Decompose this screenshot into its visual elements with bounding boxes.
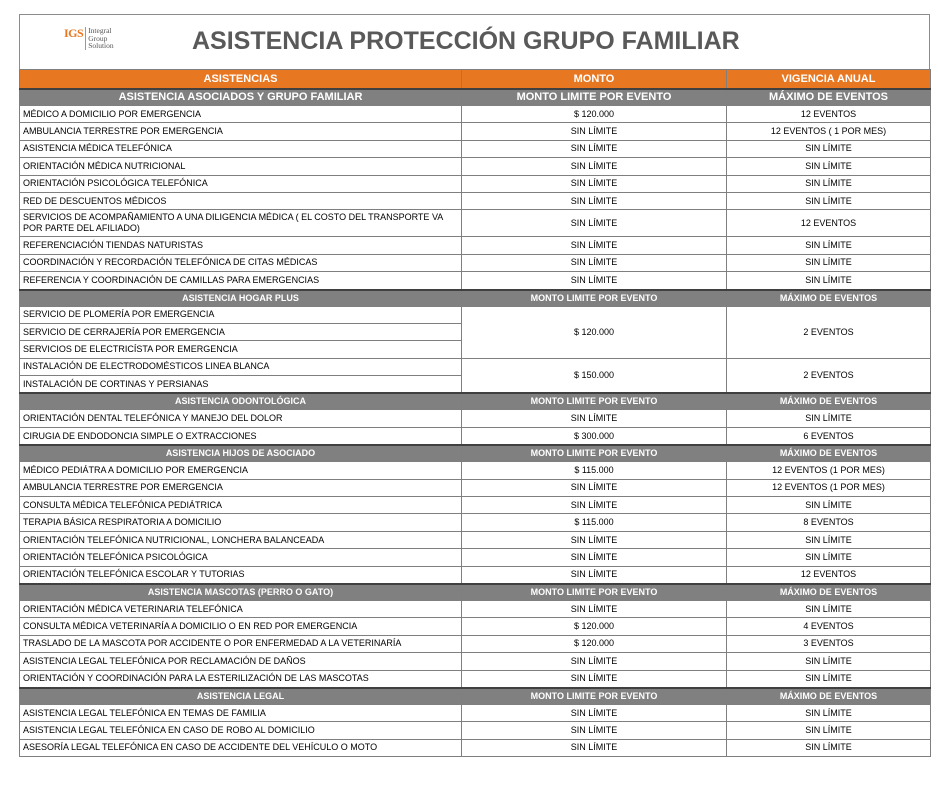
table-row xyxy=(20,566,931,584)
section-col-monto: MONTO LIMITE POR EVENTO xyxy=(462,688,727,705)
table-row xyxy=(20,106,931,123)
service-max-events: SIN LÍMITE xyxy=(727,410,931,427)
service-max-events: 4 EVENTOS xyxy=(727,618,931,635)
section-header-row xyxy=(20,89,931,106)
table-row xyxy=(20,479,931,496)
service-name: AMBULANCIA TERRESTRE POR EMERGENCIA xyxy=(20,123,462,140)
service-name: ORIENTACIÓN Y COORDINACIÓN PARA LA ESTERILIZACIÓN DE LAS MASCOTAS xyxy=(20,670,462,688)
service-name: ASISTENCIA LEGAL TELEFÓNICA POR RECLAMACIÓN DE DAÑOS xyxy=(20,653,462,670)
service-amount: $ 120.000 xyxy=(462,618,727,635)
section-header-row xyxy=(20,584,931,601)
service-amount: SIN LÍMITE xyxy=(462,479,727,496)
service-name: ASISTENCIA LEGAL TELEFÓNICA EN TEMAS DE FAMILIA xyxy=(20,704,462,721)
table-header-row xyxy=(20,70,931,90)
section-col-max: MÁXIMO DE EVENTOS xyxy=(727,89,931,106)
service-name: SERVICIOS DE ELECTRICÍSTA POR EMERGENCIA xyxy=(20,341,462,358)
service-max-events: SIN LÍMITE xyxy=(727,600,931,617)
section-col-max: MÁXIMO DE EVENTOS xyxy=(727,393,931,410)
service-max-events: SIN LÍMITE xyxy=(727,704,931,721)
service-name: RED DE DESCUENTOS MÉDICOS xyxy=(20,192,462,209)
section-title: ASISTENCIA LEGAL xyxy=(20,688,462,705)
table-row xyxy=(20,531,931,548)
table-row xyxy=(20,210,931,237)
header-monto: MONTO xyxy=(462,70,727,90)
service-name: ORIENTACIÓN TELEFÓNICA PSICOLÓGICA xyxy=(20,549,462,566)
service-name: ORIENTACIÓN MÉDICA VETERINARIA TELEFÓNICA xyxy=(20,600,462,617)
service-name: INSTALACIÓN DE CORTINAS Y PERSIANAS xyxy=(20,376,462,394)
service-max-events: 12 EVENTOS xyxy=(727,566,931,584)
table-row xyxy=(20,497,931,514)
table-row xyxy=(20,140,931,157)
service-amount: $ 120.000 xyxy=(462,106,727,123)
service-amount: SIN LÍMITE xyxy=(462,653,727,670)
table-row xyxy=(20,704,931,721)
service-max-events: SIN LÍMITE xyxy=(727,549,931,566)
service-name: CIRUGIA DE ENDODONCIA SIMPLE O EXTRACCIONES xyxy=(20,427,462,445)
table-row xyxy=(20,427,931,445)
service-max-events: 6 EVENTOS xyxy=(727,427,931,445)
table-row xyxy=(20,653,931,670)
service-amount: SIN LÍMITE xyxy=(462,549,727,566)
table-row xyxy=(20,175,931,192)
service-max-events: SIN LÍMITE xyxy=(727,272,931,290)
table-row xyxy=(20,739,931,756)
service-max-events: SIN LÍMITE xyxy=(727,722,931,739)
service-name: MÉDICO A DOMICILIO POR EMERGENCIA xyxy=(20,106,462,123)
benefits-table-body xyxy=(20,70,931,757)
service-name: SERVICIO DE CERRAJERÍA POR EMERGENCIA xyxy=(20,323,462,340)
service-max-events: SIN LÍMITE xyxy=(727,254,931,271)
section-col-max: MÁXIMO DE EVENTOS xyxy=(727,688,931,705)
section-title: ASISTENCIA ODONTOLÓGICA xyxy=(20,393,462,410)
service-max-events: 12 EVENTOS xyxy=(727,210,931,237)
section-title: ASISTENCIA HIJOS DE ASOCIADO xyxy=(20,445,462,462)
table-row xyxy=(20,462,931,479)
service-amount: SIN LÍMITE xyxy=(462,254,727,271)
header-vigencia: VIGENCIA ANUAL xyxy=(727,70,931,90)
logo-line-3: Solution xyxy=(88,41,114,50)
section-col-monto: MONTO LIMITE POR EVENTO xyxy=(462,89,727,106)
section-header-row xyxy=(20,688,931,705)
service-amount: SIN LÍMITE xyxy=(462,497,727,514)
service-name: ASISTENCIA LEGAL TELEFÓNICA EN CASO DE ROBO AL DOMICILIO xyxy=(20,722,462,739)
service-amount: SIN LÍMITE xyxy=(462,531,727,548)
service-amount: SIN LÍMITE xyxy=(462,237,727,254)
service-name: ORIENTACIÓN PSICOLÓGICA TELEFÓNICA xyxy=(20,175,462,192)
section-col-monto: MONTO LIMITE POR EVENTO xyxy=(462,393,727,410)
service-name: ASESORÍA LEGAL TELEFÓNICA EN CASO DE ACCIDENTE DEL VEHÍCULO O MOTO xyxy=(20,739,462,756)
service-max-events: 8 EVENTOS xyxy=(727,514,931,531)
section-col-monto: MONTO LIMITE POR EVENTO xyxy=(462,290,727,307)
section-title: ASISTENCIA HOGAR PLUS xyxy=(20,290,462,307)
table-row xyxy=(20,237,931,254)
table-row xyxy=(20,192,931,209)
section-col-monto: MONTO LIMITE POR EVENTO xyxy=(462,445,727,462)
logo-line-1: Integral xyxy=(88,26,112,35)
service-amount: SIN LÍMITE xyxy=(462,670,727,688)
logo-line-2: Group xyxy=(88,33,108,43)
service-name: COORDINACIÓN Y RECORDACIÓN TELEFÓNICA DE CITAS MÉDICAS xyxy=(20,254,462,271)
section-col-max: MÁXIMO DE EVENTOS xyxy=(727,290,931,307)
service-max-events: SIN LÍMITE xyxy=(727,670,931,688)
table-row xyxy=(20,158,931,175)
service-amount: SIN LÍMITE xyxy=(462,566,727,584)
page-title: ASISTENCIA PROTECCIÓN GRUPO FAMILIAR xyxy=(192,27,740,55)
service-name: REFERENCIACIÓN TIENDAS NATURISTAS xyxy=(20,237,462,254)
document-sheet xyxy=(19,14,930,757)
table-row xyxy=(20,306,931,323)
service-amount: $ 120.000 xyxy=(462,306,727,358)
header-asistencias: ASISTENCIAS xyxy=(20,70,462,90)
service-max-events: 12 EVENTOS xyxy=(727,106,931,123)
service-amount: SIN LÍMITE xyxy=(462,210,727,237)
section-title: ASISTENCIA ASOCIADOS Y GRUPO FAMILIAR xyxy=(20,89,462,106)
service-amount: $ 150.000 xyxy=(462,358,727,393)
service-max-events: SIN LÍMITE xyxy=(727,531,931,548)
table-row xyxy=(20,123,931,140)
service-name: ORIENTACIÓN MÉDICA NUTRICIONAL xyxy=(20,158,462,175)
section-header-row xyxy=(20,290,931,307)
service-max-events: 2 EVENTOS xyxy=(727,358,931,393)
service-name: ORIENTACIÓN DENTAL TELEFÓNICA Y MANEJO DEL DOLOR xyxy=(20,410,462,427)
section-title: ASISTENCIA MASCOTAS (PERRO O GATO) xyxy=(20,584,462,601)
service-max-events: SIN LÍMITE xyxy=(727,175,931,192)
service-amount: SIN LÍMITE xyxy=(462,410,727,427)
section-col-max: MÁXIMO DE EVENTOS xyxy=(727,584,931,601)
service-max-events: SIN LÍMITE xyxy=(727,497,931,514)
service-name: CONSULTA MÉDICA VETERINARÍA A DOMICILIO O EN RED POR EMERGENCIA xyxy=(20,618,462,635)
service-max-events: 12 EVENTOS ( 1 POR MES) xyxy=(727,123,931,140)
section-header-row xyxy=(20,445,931,462)
service-amount: SIN LÍMITE xyxy=(462,158,727,175)
service-amount: SIN LÍMITE xyxy=(462,272,727,290)
table-row xyxy=(20,358,931,375)
service-amount: SIN LÍMITE xyxy=(462,739,727,756)
table-row xyxy=(20,549,931,566)
service-name: SERVICIOS DE ACOMPAÑAMIENTO A UNA DILIGENCIA MÉDICA ( EL COSTO DEL TRANSPORTE VA POR PARTE DEL AFILIADO) xyxy=(20,210,462,237)
service-max-events: SIN LÍMITE xyxy=(727,739,931,756)
service-name: AMBULANCIA TERRESTRE POR EMERGENCIA xyxy=(20,479,462,496)
service-amount: $ 115.000 xyxy=(462,514,727,531)
service-name: SERVICIO DE PLOMERÍA POR EMERGENCIA xyxy=(20,306,462,323)
service-name: REFERENCIA Y COORDINACIÓN DE CAMILLAS PARA EMERGENCIAS xyxy=(20,272,462,290)
table-row xyxy=(20,600,931,617)
table-row xyxy=(20,514,931,531)
service-amount: $ 115.000 xyxy=(462,462,727,479)
table-row xyxy=(20,272,931,290)
table-row xyxy=(20,618,931,635)
service-amount: SIN LÍMITE xyxy=(462,600,727,617)
section-col-monto: MONTO LIMITE POR EVENTO xyxy=(462,584,727,601)
service-amount: SIN LÍMITE xyxy=(462,175,727,192)
service-amount: SIN LÍMITE xyxy=(462,123,727,140)
service-name: ORIENTACIÓN TELEFÓNICA ESCOLAR Y TUTORIAS xyxy=(20,566,462,584)
service-amount: SIN LÍMITE xyxy=(462,140,727,157)
service-name: TRASLADO DE LA MASCOTA POR ACCIDENTE O POR ENFERMEDAD A LA VETERINARÍA xyxy=(20,635,462,652)
benefits-table xyxy=(19,69,931,757)
service-max-events: SIN LÍMITE xyxy=(727,140,931,157)
section-header-row xyxy=(20,393,931,410)
service-name: INSTALACIÓN DE ELECTRODOMÉSTICOS LINEA BLANCA xyxy=(20,358,462,375)
service-name: MÉDICO PEDIÁTRA A DOMICILIO POR EMERGENCIA xyxy=(20,462,462,479)
service-max-events: SIN LÍMITE xyxy=(727,158,931,175)
logo-mark: IGS xyxy=(64,26,84,40)
section-col-max: MÁXIMO DE EVENTOS xyxy=(727,445,931,462)
service-max-events: 3 EVENTOS xyxy=(727,635,931,652)
service-name: CONSULTA MÉDICA TELEFÓNICA PEDIÁTRICA xyxy=(20,497,462,514)
service-name: TERAPIA BÁSICA RESPIRATORIA A DOMICILIO xyxy=(20,514,462,531)
service-name: ORIENTACIÓN TELEFÓNICA NUTRICIONAL, LONCHERA BALANCEADA xyxy=(20,531,462,548)
service-max-events: 2 EVENTOS xyxy=(727,306,931,358)
table-row xyxy=(20,670,931,688)
service-max-events: 12 EVENTOS (1 POR MES) xyxy=(727,462,931,479)
service-max-events: 12 EVENTOS (1 POR MES) xyxy=(727,479,931,496)
title-box xyxy=(19,14,930,69)
igs-logo xyxy=(64,27,114,50)
logo-text xyxy=(85,27,113,50)
service-max-events: SIN LÍMITE xyxy=(727,237,931,254)
service-max-events: SIN LÍMITE xyxy=(727,653,931,670)
service-amount: SIN LÍMITE xyxy=(462,192,727,209)
service-amount: SIN LÍMITE xyxy=(462,722,727,739)
service-amount: $ 120.000 xyxy=(462,635,727,652)
table-row xyxy=(20,254,931,271)
table-row xyxy=(20,410,931,427)
table-row xyxy=(20,635,931,652)
service-amount: $ 300.000 xyxy=(462,427,727,445)
service-name: ASISTENCIA MÉDICA TELEFÓNICA xyxy=(20,140,462,157)
service-max-events: SIN LÍMITE xyxy=(727,192,931,209)
table-row xyxy=(20,722,931,739)
service-amount: SIN LÍMITE xyxy=(462,704,727,721)
